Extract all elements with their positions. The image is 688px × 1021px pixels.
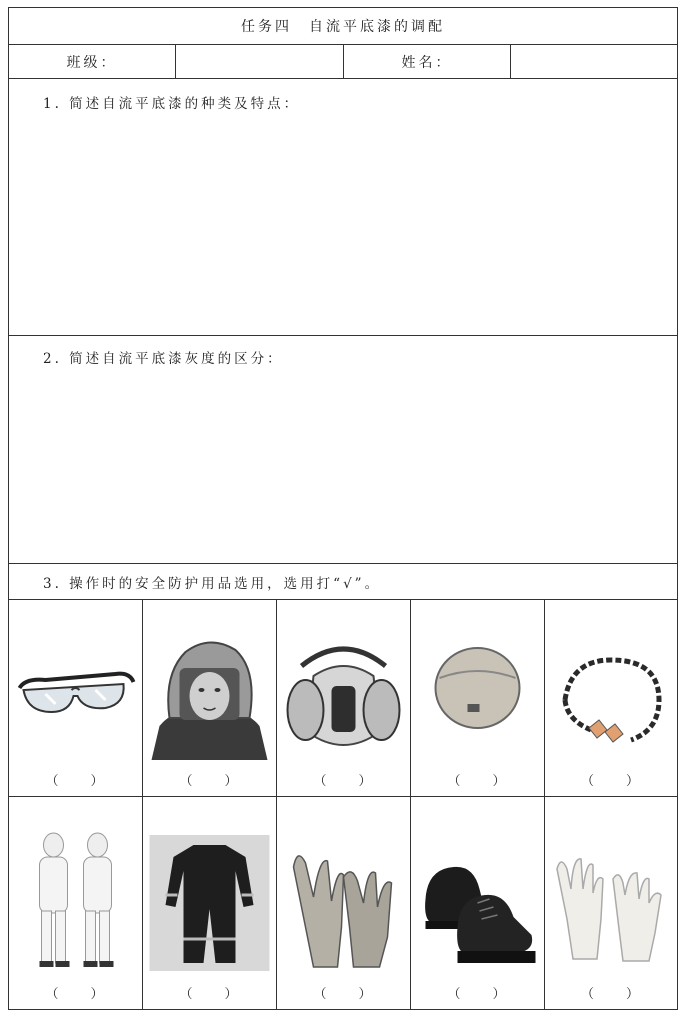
- ppe-cell-safety-shoes: [411, 797, 545, 1009]
- name-label: 姓名：: [344, 45, 511, 78]
- protective-coverall-suit-icon: [15, 831, 136, 973]
- ppe-cell-rubber-gloves: [277, 797, 411, 1009]
- rubber-gloves-icon: [283, 837, 404, 971]
- worksheet: [8, 7, 678, 1010]
- ppe-cell-cotton-gloves: [545, 797, 677, 1009]
- question-3-label: 3. 操作时的安全防护用品选用，选用打“√”。: [43, 575, 382, 592]
- cotton-gloves-icon: [551, 849, 671, 965]
- ppe-grid: [9, 600, 677, 1009]
- ppe-cell-half-face-respirator: [277, 600, 411, 797]
- ppe-cell-safety-glasses: [9, 600, 143, 797]
- info-row: [9, 45, 677, 79]
- question-1[interactable]: [9, 79, 677, 336]
- corded-earplugs-icon: [551, 650, 671, 754]
- checkbox-parentheses[interactable]: （ ）: [179, 987, 240, 1002]
- checkbox-parentheses[interactable]: （ ）: [580, 774, 641, 789]
- checkbox-parentheses[interactable]: （ ）: [45, 774, 106, 789]
- safety-glasses-icon: [15, 642, 136, 734]
- checkbox-parentheses[interactable]: （ ）: [313, 987, 374, 1002]
- question-3: [9, 564, 677, 600]
- ppe-cell-corded-earplugs: [545, 600, 677, 797]
- checkbox-parentheses[interactable]: （ ）: [45, 987, 106, 1002]
- ppe-cell-dust-mask: [411, 600, 545, 797]
- checkbox-parentheses[interactable]: （ ）: [313, 774, 374, 789]
- question-2[interactable]: [9, 336, 677, 564]
- ppe-cell-work-overall: [143, 797, 277, 1009]
- worksheet-title: 任务四 自流平底漆的调配: [9, 8, 677, 45]
- name-field[interactable]: [511, 45, 677, 78]
- checkbox-parentheses[interactable]: （ ）: [447, 987, 508, 1002]
- checkbox-parentheses[interactable]: （ ）: [447, 774, 508, 789]
- ppe-cell-protective-coverall: [9, 797, 143, 1009]
- work-overall-icon: [149, 835, 270, 971]
- question-1-label: 1. 简述自流平底漆的种类及特点：: [43, 96, 301, 112]
- checkbox-parentheses[interactable]: （ ）: [580, 987, 641, 1002]
- class-field[interactable]: [176, 45, 344, 78]
- ppe-cell-face-shield-hood: [143, 600, 277, 797]
- face-shield-hood-icon: [149, 634, 270, 760]
- checkbox-parentheses[interactable]: （ ）: [179, 774, 240, 789]
- dust-mask-icon: [417, 644, 538, 734]
- question-2-label: 2. 简述自流平底漆灰度的区分：: [43, 351, 284, 367]
- class-label: 班级：: [9, 45, 176, 78]
- safety-shoes-icon: [417, 839, 538, 973]
- half-face-respirator-icon: [283, 636, 404, 758]
